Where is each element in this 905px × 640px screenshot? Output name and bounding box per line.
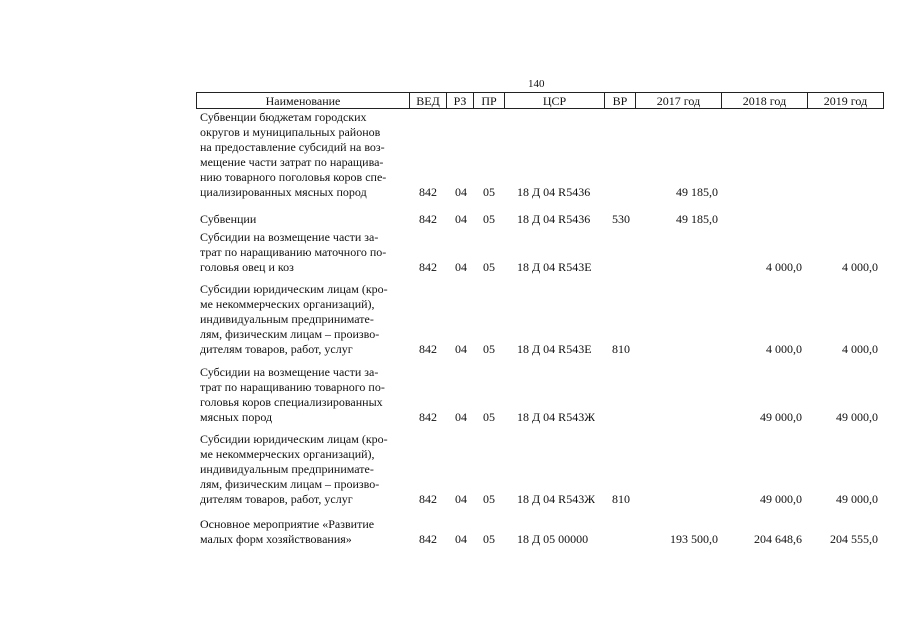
- row-rz: 04: [455, 532, 467, 546]
- row-ved: 842: [419, 492, 437, 506]
- row-name-line: Субвенции бюджетам городских: [200, 110, 367, 124]
- row-name-line: лям, физическим лицам – произво-: [200, 327, 380, 341]
- row-csr: 18 Д 04 R543Ж: [517, 492, 595, 506]
- row-pr: 05: [483, 212, 495, 226]
- row-ved: 842: [419, 342, 437, 356]
- row-name-line: головья овец и коз: [200, 260, 294, 274]
- table-row: [200, 110, 884, 200]
- row-csr: 18 Д 04 R543Ж: [517, 410, 595, 424]
- row-csr: 18 Д 05 00000: [517, 532, 589, 546]
- row-name-line: округов и муниципальных районов: [200, 125, 381, 139]
- row-name-line: Основное мероприятие «Развитие: [200, 517, 375, 531]
- row-csr: 18 Д 04 R5436: [517, 212, 591, 226]
- table-row: [200, 230, 884, 275]
- table-row: [200, 432, 884, 507]
- header-vr: ВР: [605, 93, 636, 108]
- row-2017: 193 500,0: [670, 532, 718, 546]
- row-pr: 05: [483, 410, 495, 424]
- row-csr: 18 Д 04 R543Е: [517, 260, 592, 274]
- row-name-line: мясных пород: [200, 410, 273, 424]
- row-pr: 05: [483, 342, 495, 356]
- row-2018: 4 000,0: [766, 342, 802, 356]
- table-row: [200, 282, 884, 357]
- row-2017: 49 185,0: [676, 185, 718, 199]
- table-row: [200, 212, 884, 227]
- row-2018: 204 648,6: [754, 532, 802, 546]
- row-name-line: Субвенции: [200, 212, 257, 226]
- row-rz: 04: [455, 342, 467, 356]
- row-rz: 04: [455, 212, 467, 226]
- row-name-line: ме некоммерческих организаций),: [200, 297, 375, 311]
- row-ved: 842: [419, 260, 437, 274]
- row-name: [200, 110, 405, 200]
- row-name-line: Субсидии юридическим лицам (кро-: [200, 432, 388, 446]
- header-2017: 2017 год: [636, 93, 722, 108]
- row-name-line: индивидуальным предпринимате-: [200, 312, 374, 326]
- row-name: [200, 365, 405, 425]
- row-name-line: Субсидии юридическим лицам (кро-: [200, 282, 388, 296]
- row-name: [200, 282, 405, 357]
- row-rz: 04: [455, 492, 467, 506]
- row-2018: 49 000,0: [760, 410, 802, 424]
- row-name-line: индивидуальным предпринимате-: [200, 462, 374, 476]
- row-2018: 49 000,0: [760, 492, 802, 506]
- row-name: [200, 230, 405, 275]
- row-2018: 4 000,0: [766, 260, 802, 274]
- row-pr: 05: [483, 185, 495, 199]
- header-2018: 2018 год: [722, 93, 808, 108]
- header-rz: РЗ: [447, 93, 474, 108]
- row-2019: 204 555,0: [830, 532, 878, 546]
- row-2017: 49 185,0: [676, 212, 718, 226]
- row-name-line: Субсидии на возмещение части за-: [200, 365, 379, 379]
- header-ved: ВЕД: [410, 93, 447, 108]
- table-row: [200, 365, 884, 425]
- row-name-line: дителям товаров, работ, услуг: [200, 342, 353, 356]
- row-ved: 842: [419, 185, 437, 199]
- row-name: [200, 517, 405, 547]
- row-name-line: циализированных мясных пород: [200, 185, 367, 199]
- row-csr: 18 Д 04 R5436: [517, 185, 591, 199]
- row-vr: 810: [612, 492, 630, 506]
- header-name: Наименование: [197, 93, 410, 108]
- row-2019: 49 000,0: [836, 410, 878, 424]
- row-vr: 810: [612, 342, 630, 356]
- row-name-line: мещение части затрат по наращива-: [200, 155, 384, 169]
- row-name-line: нию товарного поголовья коров спе-: [200, 170, 387, 184]
- row-name: [200, 212, 405, 227]
- row-ved: 842: [419, 212, 437, 226]
- row-name: [200, 432, 405, 507]
- row-pr: 05: [483, 260, 495, 274]
- row-name-line: Субсидии на возмещение части за-: [200, 230, 379, 244]
- row-vr: 530: [612, 212, 630, 226]
- row-2019: 4 000,0: [842, 260, 878, 274]
- row-name-line: на предоставление субсидий на воз-: [200, 140, 385, 154]
- row-rz: 04: [455, 185, 467, 199]
- row-name-line: дителям товаров, работ, услуг: [200, 492, 353, 506]
- table-row: [200, 517, 884, 547]
- row-name-line: ме некоммерческих организаций),: [200, 447, 375, 461]
- row-ved: 842: [419, 410, 437, 424]
- row-name-line: трат по наращиванию товарного по-: [200, 380, 385, 394]
- page-number: 140: [528, 78, 545, 90]
- row-2019: 4 000,0: [842, 342, 878, 356]
- row-pr: 05: [483, 532, 495, 546]
- header-2019: 2019 год: [823, 94, 868, 108]
- header-pr: ПР: [474, 93, 505, 108]
- row-rz: 04: [455, 260, 467, 274]
- row-name-line: лям, физическим лицам – произво-: [200, 477, 380, 491]
- row-csr: 18 Д 04 R543Е: [517, 342, 592, 356]
- header-csr: ЦСР: [505, 93, 605, 108]
- row-rz: 04: [455, 410, 467, 424]
- row-name-line: головья коров специализированных: [200, 395, 383, 409]
- row-name-line: малых форм хозяйствования»: [200, 532, 352, 546]
- row-name-line: трат по наращиванию маточного по-: [200, 245, 387, 259]
- row-2019: 49 000,0: [836, 492, 878, 506]
- row-ved: 842: [419, 532, 437, 546]
- table-header: [196, 92, 884, 109]
- row-pr: 05: [483, 492, 495, 506]
